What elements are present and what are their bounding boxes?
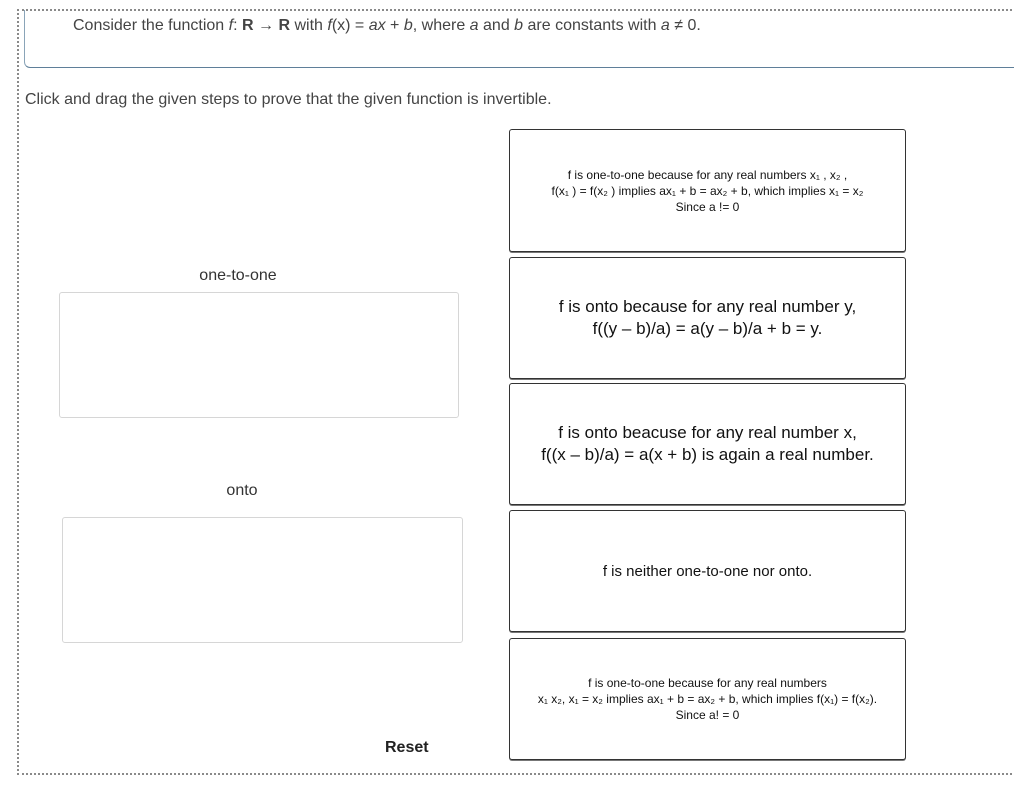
reset-button[interactable]: Reset	[385, 739, 429, 756]
card-line: f((x – b)/a) = a(x + b) is again a real number.	[541, 445, 874, 464]
question-text: Consider the function f: R → R with f(x) = ax + b, where a and b are constants with a ≠ 0.	[73, 17, 701, 34]
draggable-step-card[interactable]	[509, 638, 906, 760]
card-line: f is neither one-to-one nor onto.	[602, 562, 813, 580]
draggable-step-card[interactable]	[509, 129, 906, 252]
drop-zone-one-to-one[interactable]	[59, 292, 459, 418]
drop-zone-onto[interactable]	[62, 517, 463, 643]
card-line: f is onto because for any real number y,	[558, 297, 857, 316]
card-line: Since a != 0	[675, 199, 740, 214]
target-label-onto: onto	[226, 482, 258, 499]
card-line: Since a! = 0	[675, 708, 740, 722]
card-line: f is onto beacuse for any real number x,	[558, 423, 857, 442]
card-line: x₁ x₂, x₁ = x₂ implies ax₁ + b = ax₂ + b, which implies f(x₁) = f(x₂).	[537, 692, 878, 706]
instruction-text: Click and drag the given steps to prove that the given function is invertible.	[25, 91, 552, 108]
draggable-step-card[interactable]	[509, 383, 906, 505]
card-line: f((y – b)/a) = a(y – b)/a + b = y.	[592, 319, 823, 338]
draggable-step-card[interactable]	[509, 510, 906, 632]
card-line: f is one-to-one because for any real numbers x₁ , x₂ ,	[567, 167, 848, 182]
card-line: f(x₁ ) = f(x₂ ) implies ax₁ + b = ax₂ + b, which implies x₁ = x₂	[551, 183, 864, 198]
draggable-step-card[interactable]	[509, 257, 906, 379]
card-line: f is one-to-one because for any real numbers	[588, 676, 827, 690]
target-label-one-to-one: one-to-one	[199, 267, 277, 284]
